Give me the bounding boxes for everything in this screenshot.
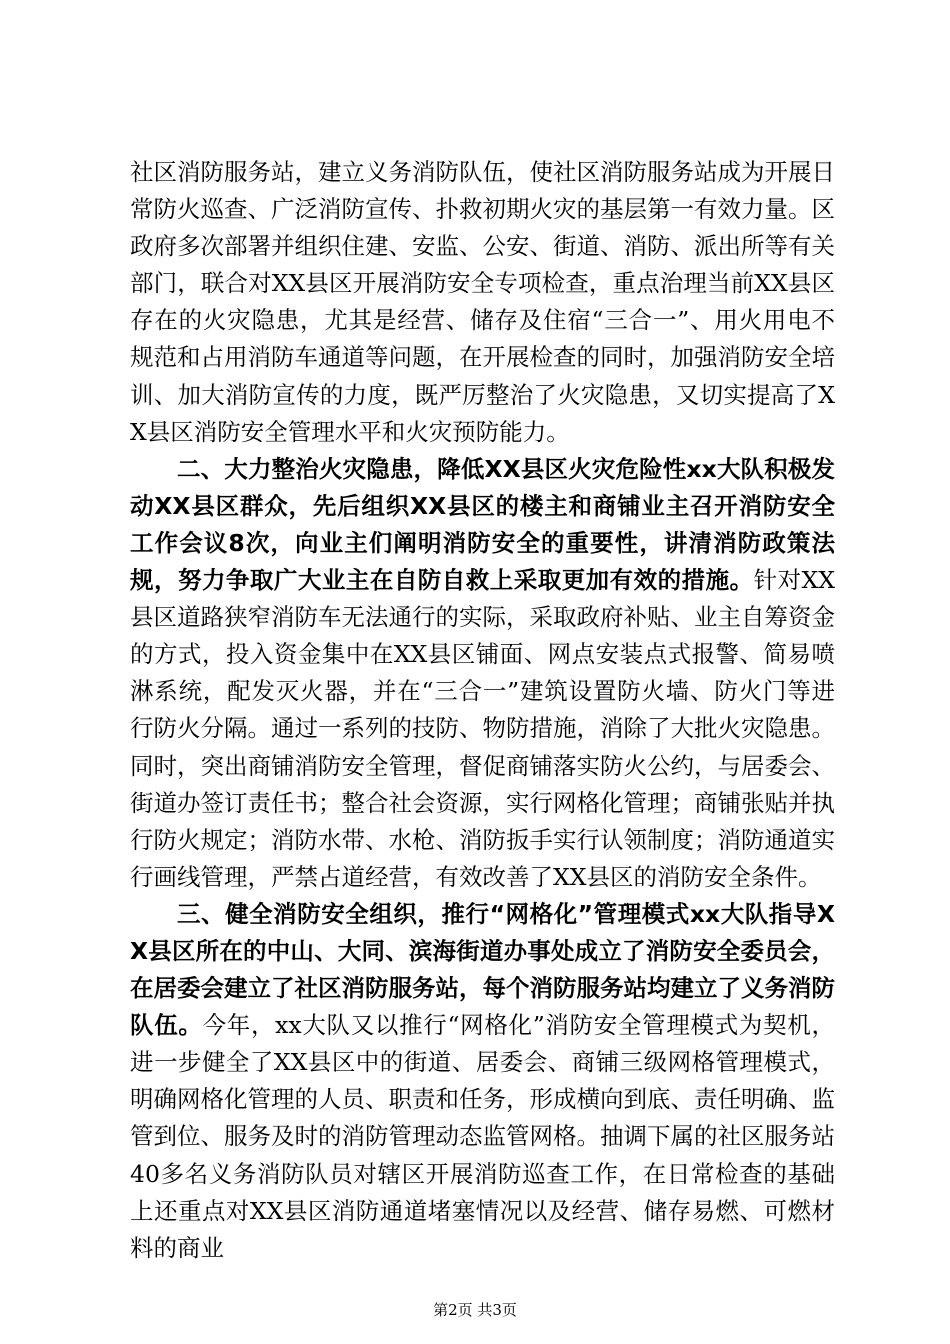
paragraph-1 — [130, 154, 835, 451]
page-footer: 第2页 共3页 — [433, 1301, 517, 1319]
paragraph-3 — [130, 896, 835, 1267]
paragraph-2 — [130, 451, 835, 896]
paragraph-1-text: 社区消防服务站，建立义务消防队伍，使社区消防服务站成为开展日常防火巡查、广泛消防宣传、扑救初期火灾的基层第一有效力量。区政府多次部署并组织住建、安监、公安、街道、消防、派出所等有关部门，联合对XX县区开展消防安全专项检查，重点治理当前XX县区存在的火灾隐患，尤其是经营、储存及住宿“三合一”、用火用电不规范和占用消防车通道等问题，在开展检查的同时，加强消防安全培训、加大消防宣传的力度，既严厉整治了火灾隐患，又切实提高了XX县区消防安全管理水平和火灾预防能力。 — [130, 158, 835, 446]
paragraph-3-text: 今年，xx大队又以推行“网格化”消防安全管理模式为契机，进一步健全了XX县区中的街道、居委会、商铺三级网格管理模式，明确网格化管理的人员、职责和任务，形成横向到底、责任明确、监管到位、服务及时的消防管理动态监管网格。抽调下属的社区服务站40多名义务消防队员对辖区开展消防巡查工作，在日常检查的基础上还重点对XX县区消防通道堵塞情况以及经营、储存易燃、可燃材料的商业 — [130, 1011, 836, 1262]
section-2-heading: 二、大力整治火灾隐患，降低XX县区火灾危险性xx大队积极发动XX县区群众，先后组织XX县区的楼主和商铺业主召开消防安全工作会议8次，向业主们阐明消防安全的重要性，讲清消防政策法规，努力争取广大业主在自防自救上采取更加有效的措施。 — [130, 454, 835, 595]
paragraph-2-text: 针对XX县区道路狭窄消防车无法通行的实际，采取政府补贴、业主自筹资金的方式，投入资金集中在XX县区铺面、网点安装点式报警、简易喷淋系统，配发灭火器，并在“三合一”建筑设置防火墙、防火门等进行防火分隔。通过一系列的技防、物防措施，消除了大批火灾隐患。同时，突出商铺消防安全管理，督促商铺落实防火公约，与居委会、街道办签订责任书；整合社会资源，实行网格化管理；商铺张贴并执行防火规定；消防水带、水枪、消防扳手实行认领制度；消防通道实行画线管理，严禁占道经营，有效改善了XX县区的消防安全条件。 — [130, 566, 836, 891]
section-3-heading: 三、健全消防安全组织，推行“网格化”管理模式xx大队指导XX县区所在的中山、大同、滨海街道办事处成立了消防安全委员会，在居委会建立了社区消防服务站，每个消防服务站均建立了义务消防队伍。 — [130, 899, 835, 1040]
document-body — [130, 154, 835, 1267]
